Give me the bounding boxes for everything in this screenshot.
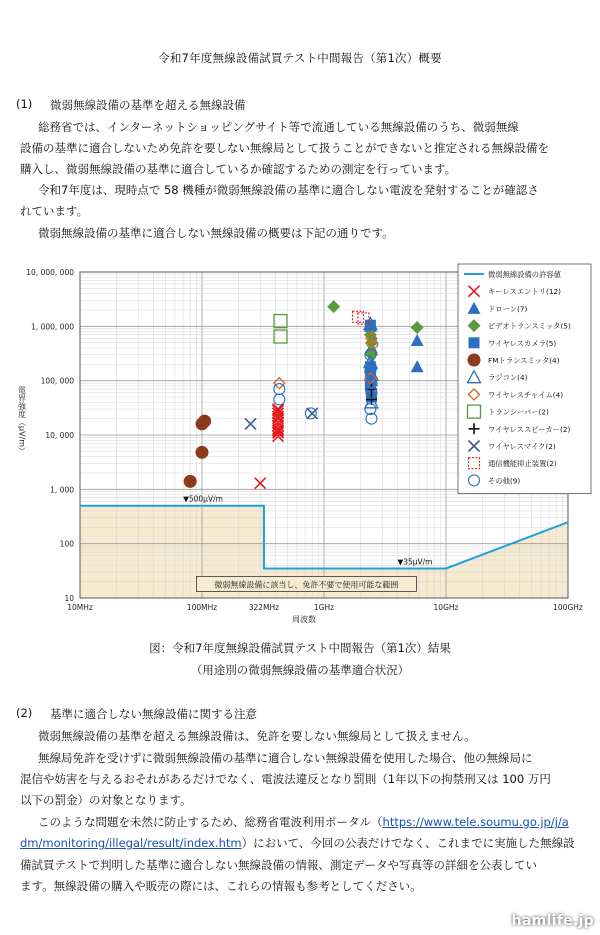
y-tick-label: 1, 000 — [50, 485, 74, 495]
x-tick-label: 10GHz — [433, 603, 459, 612]
legend-swatch — [469, 337, 480, 348]
legend-label: キーレスエントリ(12) — [488, 287, 561, 297]
section2-line: 混信や妨害を与えるおそれがあるだけでなく、電波法違反となり罰則（1年以下の拘禁刑又は 100 万円 — [20, 772, 551, 786]
section2-line: 微弱無線設備の基準を超える無線設備は、免許を要しない無線局として扱えません。 — [38, 729, 476, 743]
section1-line: 総務省では、インターネットショッピングサイト等で流通している無線設備のうち、微弱無線 — [38, 120, 519, 134]
figure-caption: 図：令和7年度無線設備試買テスト中間報告（第1次）結果 — [149, 641, 451, 655]
section1-line: れています。 — [20, 204, 89, 218]
legend-label: ドローン(7) — [488, 304, 528, 314]
section2-line: 以下の罰金）の対象となります。 — [20, 793, 192, 807]
section1-line: 購入し、微弱無線設備の基準に適合しているか確認するための測定を行っています。 — [20, 162, 457, 176]
legend-label: ワイヤレスカメラ(5) — [488, 338, 557, 348]
y-tick-label: 10, 000, 000 — [26, 268, 74, 277]
legend-label: 通信機能抑止装置(2) — [488, 459, 557, 469]
legend-label: FMトランスミッタ(4) — [488, 356, 560, 365]
limit-annotation: ▼500μV/m — [183, 494, 223, 504]
legend-label: ワイヤレススピーカー(2) — [488, 424, 571, 434]
region-label: 微弱無線設備に該当し、免許不要で使用可能な範囲 — [214, 580, 399, 590]
section2-line — [38, 814, 569, 830]
legend-label: 微弱無線設備の許容値 — [488, 270, 561, 279]
figure-subcaption: （用途別の微弱無線設備の基準適合状況） — [190, 663, 410, 677]
legend-label: ビデオトランスミッタ(5) — [488, 321, 571, 331]
section1-line: 設備の基準に適合しないため免許を要しない無線局として扱うことができないと推定される無線設備を — [20, 141, 549, 155]
section1-line: 微弱無線設備の基準に適合しない無線設備の概要は下記の通りです。 — [38, 226, 394, 240]
y-axis-label: 電界強度（μV/m） — [17, 386, 27, 456]
limit-annotation: ▼35μV/m — [397, 557, 433, 567]
section1-number: (1) — [16, 97, 33, 111]
section2-heading: 基準に適合しない無線設備に関する注意 — [50, 707, 257, 721]
section1-line: 令和7年度は、現時点で 58 機種が微弱無線設備の基準に適合しない電波を発射することが確認さ — [38, 183, 539, 197]
y-tick-label: 100 — [59, 539, 74, 549]
legend-label: その他(9) — [488, 476, 521, 486]
x-tick-label: 322MHz — [248, 603, 280, 612]
data-point — [196, 446, 209, 459]
legend-swatch — [468, 354, 481, 367]
portal-link-part2[interactable]: dm/monitoring/illegal/result/index.htm — [20, 836, 242, 850]
x-tick-label: 100GHz — [553, 603, 583, 612]
data-point — [184, 475, 197, 488]
x-tick-label: 1GHz — [313, 603, 335, 612]
section2-p3-start: このような問題を未然に防止するため、総務省電波利用ポータル（ — [38, 815, 383, 829]
y-tick-label: 10 — [64, 594, 74, 603]
section2-line: 無線局免許を受けずに微弱無線設備の基準に適合しない無線設備を使用した場合、他の無線局に — [38, 751, 533, 765]
legend-label: ワイヤレスマイク(2) — [488, 442, 556, 451]
x-tick-label: 10MHz — [67, 603, 93, 612]
section2-line: 備試買テストで判明した基準に適合しない無線設備の情報、測定データや写真等の詳細を公表してい — [20, 858, 538, 872]
data-point — [198, 415, 211, 428]
section2-line — [20, 835, 575, 851]
y-tick-label: 100, 000 — [40, 376, 74, 386]
x-tick-label: 100MHz — [186, 603, 218, 612]
section2-number: (2) — [16, 706, 33, 720]
y-tick-label: 1, 000, 000 — [31, 322, 74, 332]
portal-link-part1[interactable]: https://www.tele.soumu.go.jp/j/a — [382, 815, 569, 829]
x-axis-label: 周波数 — [292, 615, 316, 624]
scatter-chart — [10, 258, 595, 628]
watermark-logo: hamlife.jp — [511, 913, 594, 929]
legend-label: ワイヤレスチャイム(4) — [488, 390, 564, 400]
section2-p3-mid: ）において、今回の公表だけでなく、これまでに実施した無線設 — [241, 836, 575, 850]
y-tick-label: 10, 000 — [45, 431, 74, 440]
section2-line: ます。無線設備の購入や販売の際には、これらの情報も参考としてください。 — [20, 879, 422, 893]
legend-label: トランシーバー(2) — [488, 407, 549, 417]
legend-label: ラジコン(4) — [488, 373, 528, 383]
document-title: 令和7年度無線設備試買テスト中間報告（第1次）概要 — [158, 51, 442, 65]
section1-heading: 微弱無線設備の基準を超える無線設備 — [50, 98, 246, 112]
